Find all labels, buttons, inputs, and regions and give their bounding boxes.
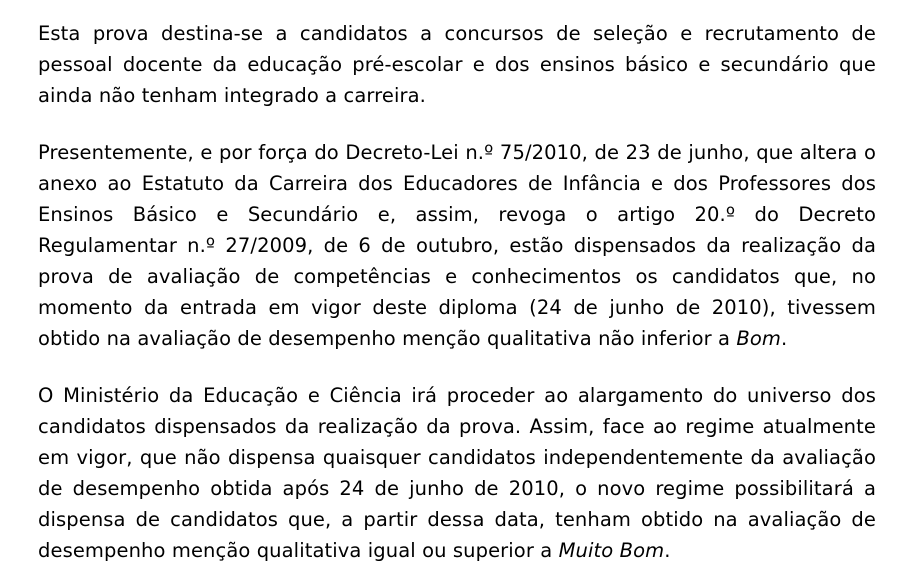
text-run: Presentemente, e por força do Decreto-Lei n.º 75/2010, de 23 de junho, que altera o anexo ao Estatuto da Carreira dos Educadores de Infância e dos Professores dos Ensinos Básico e Secundário e, assim, revoga o artigo 20.º do Decreto Regulamentar n.º 27/2009, de 6 de outubro, (38, 141, 876, 257)
text-run: O Ministério da Educação e Ciência irá (38, 384, 447, 407)
highlighted-text-run: Muito Bom (558, 539, 665, 562)
text-run: o novo regime possibilitará a dispensa de candidatos que, a partir dessa data, (38, 477, 876, 531)
text-run: . (780, 327, 788, 350)
paragraph-p3 (38, 380, 876, 566)
paragraph-p1 (38, 18, 876, 111)
paragraph-p2 (38, 137, 876, 354)
document-text-body (38, 18, 876, 566)
text-run: (24 de junho de 2010), (517, 296, 788, 319)
text-run: não inferior a (591, 327, 737, 350)
highlighted-text-run: estão dispensados da realização da prova de avaliação de competências e conhecimentos os candidatos que, no momento da entrada em vigor deste diploma (38, 234, 876, 319)
text-run: Assim, face ao regime atualmente em vigor, que não dispensa quaisquer candidatos independentemente da avaliação de desempenho obtida após 24 de junho de 2010, (38, 415, 876, 500)
text-run: Esta prova destina-se a candidatos a concursos de seleção e recrutamento de pessoal docente da educação pré-escolar e dos ensinos básico e secundário que ainda não tenham integrado a carreira. (38, 22, 876, 107)
highlighted-text-run: tenham obtido na avaliação de desempenho menção qualitativa igual ou superior a (38, 508, 876, 562)
highlighted-text-run: tivessem obtido na avaliação de desempenho menção qualitativa (38, 296, 876, 350)
highlighted-text-run: . (664, 539, 671, 562)
highlighted-text-run: proceder ao alargamento do universo dos candidatos dispensados da realização da prova. (38, 384, 876, 438)
text-run: Bom (736, 327, 781, 350)
